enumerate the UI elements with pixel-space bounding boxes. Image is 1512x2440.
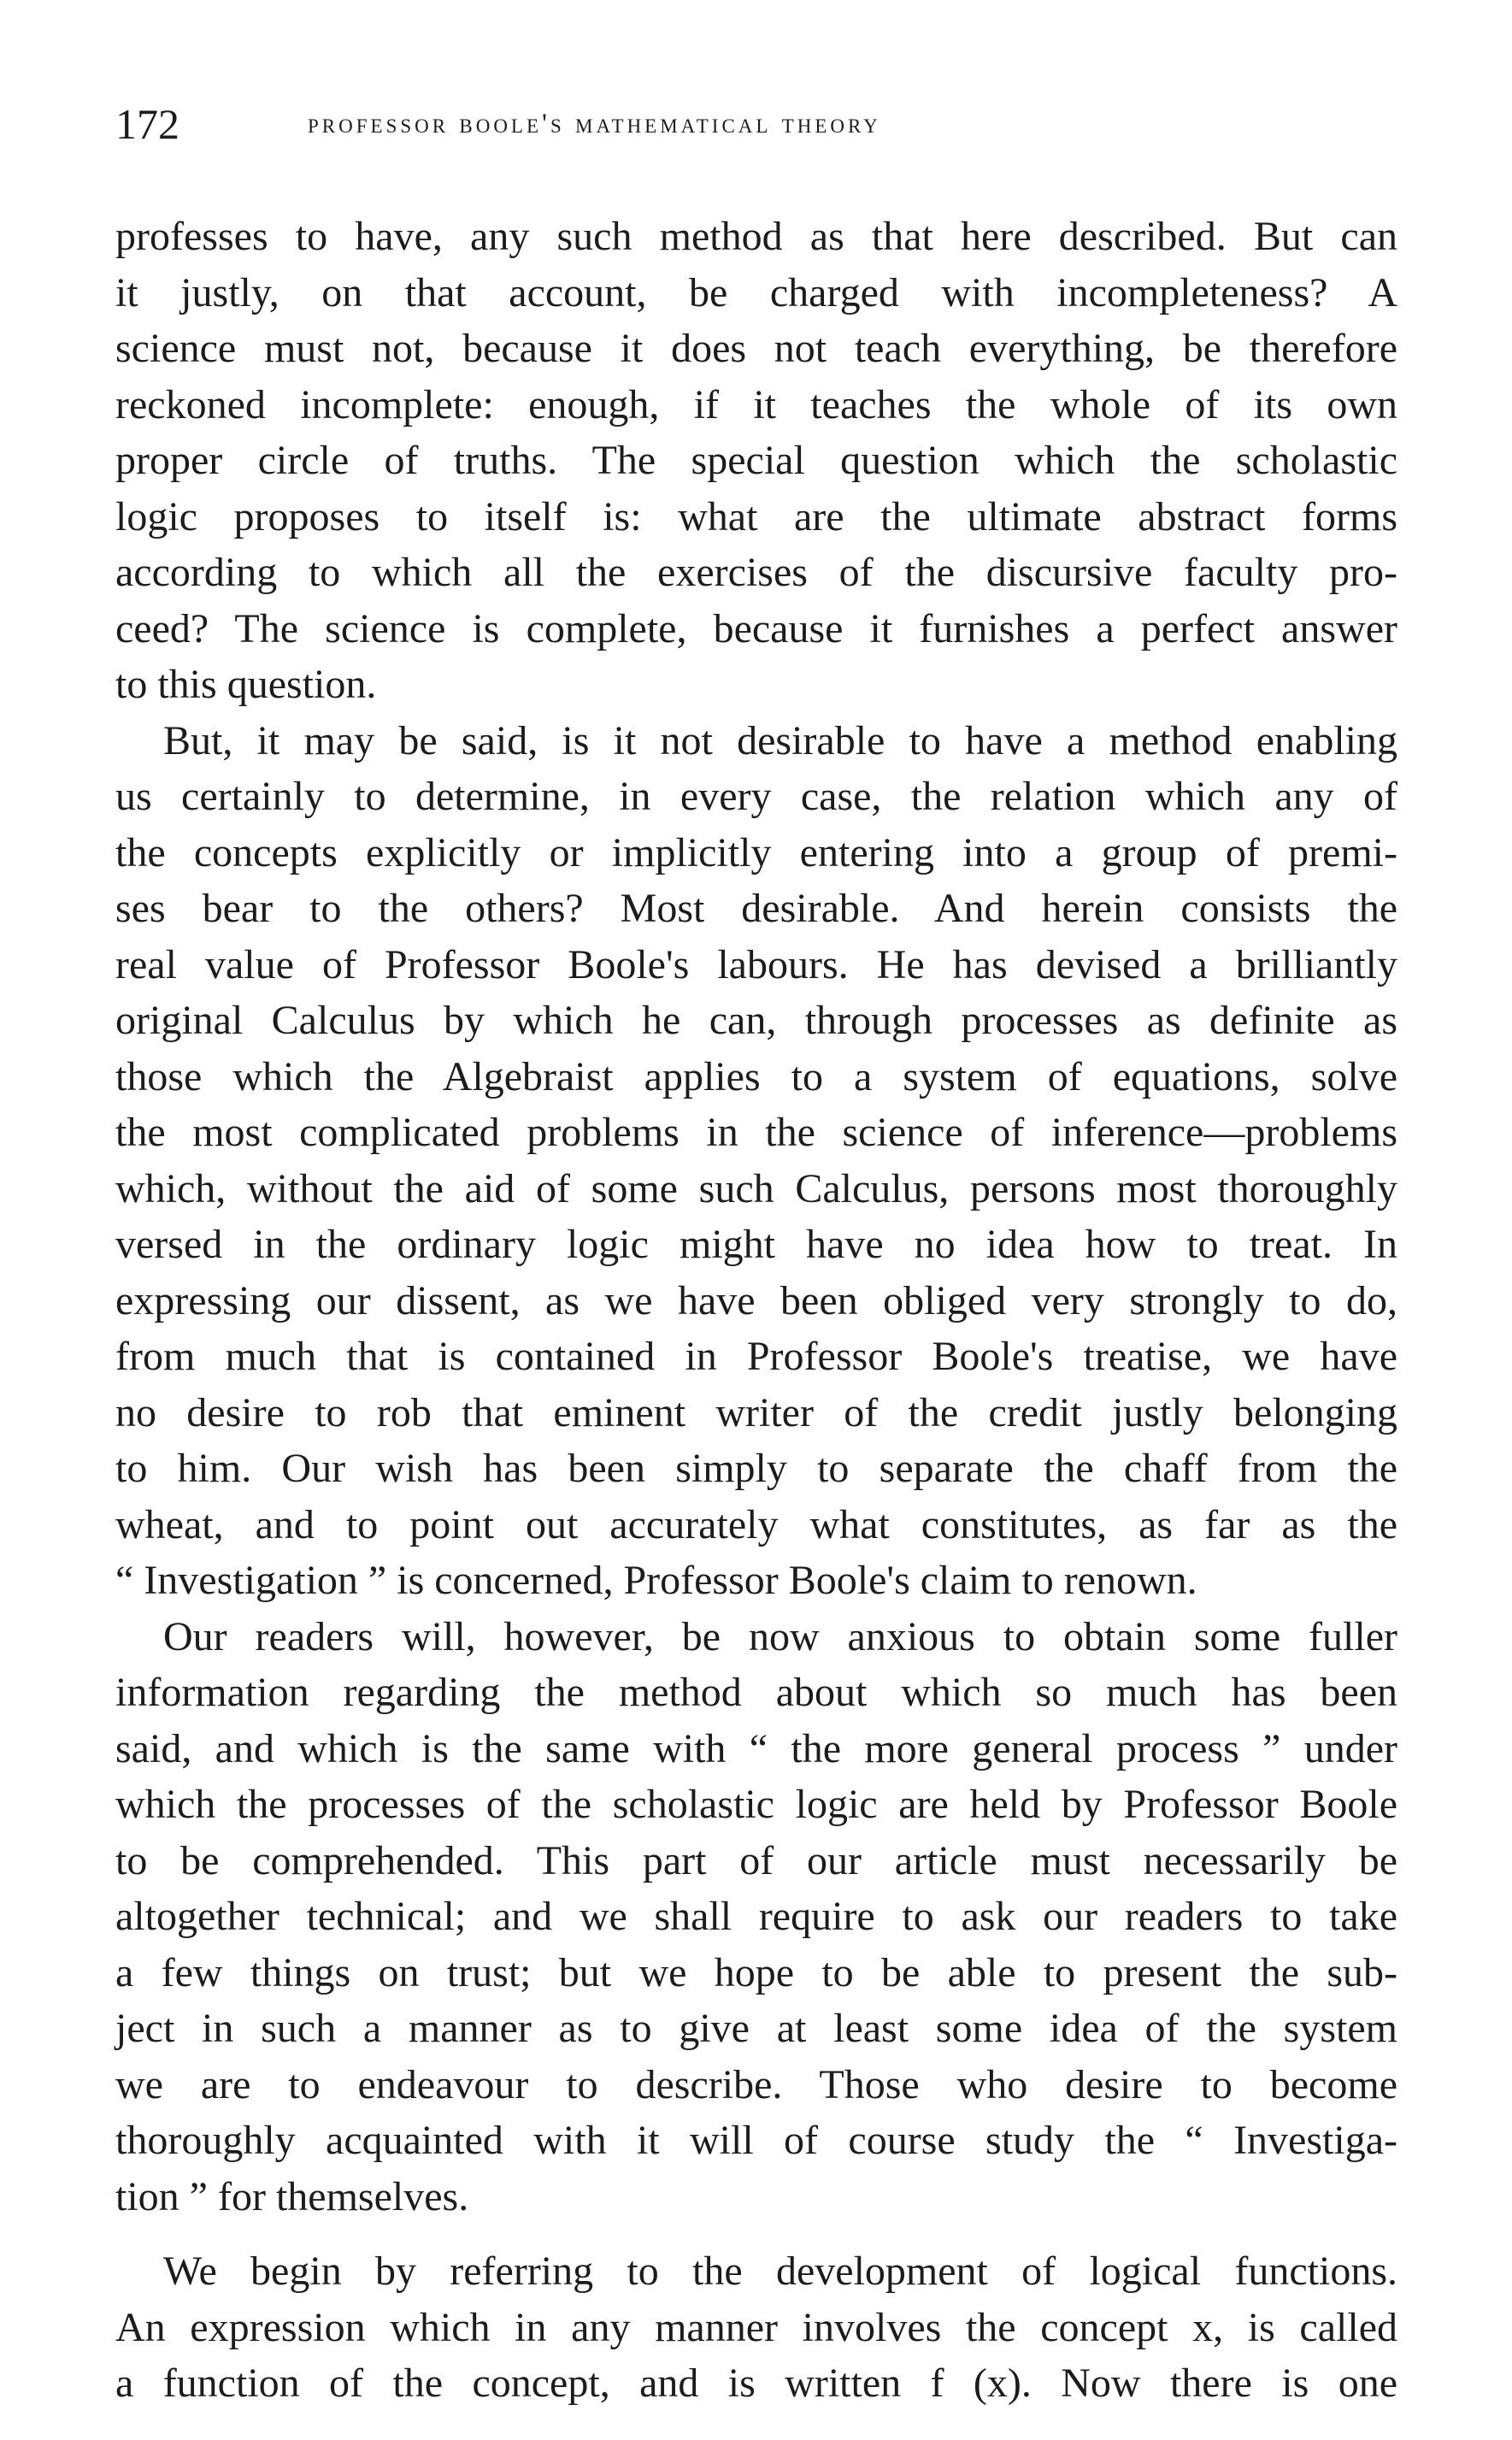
text-line: the most complicated problems in the science of inference—problems [115,1110,1397,1155]
text-line: “ Investigation ” is concerned, Professor Boole's claim to renown. [115,1558,1197,1603]
text-line: Our readers will, however, be now anxious to obtain some fuller [163,1613,1397,1659]
paragraph-3 [115,1609,1397,2225]
text-line: original Calculus by which he can, through processes as definite as [115,998,1397,1043]
text-line: proper circle of truths. The special question which the scholastic [115,438,1397,483]
text-line: altogether technical; and we shall require to ask our readers to take [115,1894,1397,1939]
text-line: ject in such a manner as to give at least some idea of the system [115,2006,1397,2051]
text-line: the concepts explicitly or implicitly entering into a group of premi- [115,829,1397,875]
text-line: reckoned incomplete: enough, if it teaches the whole of its own [115,381,1397,427]
text-line: us certainly to determine, in every case, the relation which any of [115,774,1397,819]
text-line: to this question. [115,662,377,707]
text-line: it justly, on that account, be charged with incompleteness? A [115,269,1397,315]
text-line: An expression which in any manner involves the concept x, is called [115,2304,1397,2350]
text-line: tion ” for themselves. [115,2173,469,2219]
running-head [115,94,1397,154]
text-line: to him. Our wish has been simply to separate the chaff from the [115,1446,1397,1491]
text-line: said, and which is the same with “ the more general process ” under [115,1725,1397,1771]
text-line: which, without the aid of some such Calculus, persons most thoroughly [115,1165,1397,1211]
text-line: we are to endeavour to describe. Those who desire to become [115,2061,1397,2107]
text-line: real value of Professor Boole's labours. He has devised a brilliantly [115,941,1397,987]
text-line: versed in the ordinary logic might have no idea how to treat. In [115,1222,1397,1267]
text-line: from much that is contained in Professor Boole's treatise, we have [115,1334,1397,1379]
text-line: ceed? The science is complete, because it furnishes a perfect answer [115,605,1397,651]
text-line: ses bear to the others? Most desirable. And herein consists the [115,886,1397,931]
text-line: no desire to rob that eminent writer of the credit justly belonging [115,1389,1397,1435]
body-text [115,209,1397,2412]
text-line: a function of the concept, and is written f (x). Now there is one [115,2360,1397,2406]
text-line: We begin by referring to the development of logical functions. [163,2248,1397,2294]
text-line: logic proposes to itself is: what are the ultimate abstract forms [115,493,1397,539]
text-line: thoroughly acquainted with it will of course study the “ Investiga- [115,2118,1397,2163]
text-line: But, it may be said, is it not desirable to have a method enabling [163,717,1397,763]
paragraph-4 [115,2243,1397,2412]
text-line: which the processes of the scholastic logic are held by Professor Boole [115,1782,1397,1827]
text-line: according to which all the exercises of the discursive faculty pro- [115,550,1397,595]
text-line: those which the Algebraist applies to a system of equations, solve [115,1053,1397,1099]
text-line: professes to have, any such method as that here described. But can [115,214,1397,259]
page-number: 172 [115,100,179,148]
text-line: to be comprehended. This part of our article must necessarily be [115,1837,1397,1883]
paragraph-1 [115,209,1397,713]
running-title: professor boole's mathematical theory [308,109,881,139]
text-line: wheat, and to point out accurately what constitutes, as far as the [115,1501,1397,1547]
text-line: expressing our dissent, as we have been obliged very strongly to do, [115,1277,1397,1323]
text-line: science must not, because it does not teach everything, be therefore [115,326,1397,371]
text-line: information regarding the method about which so much has been [115,1670,1397,1715]
book-page [115,94,1397,2412]
paragraph-2 [115,713,1397,1609]
text-line: a few things on trust; but we hope to be able to present the sub- [115,1949,1397,1995]
